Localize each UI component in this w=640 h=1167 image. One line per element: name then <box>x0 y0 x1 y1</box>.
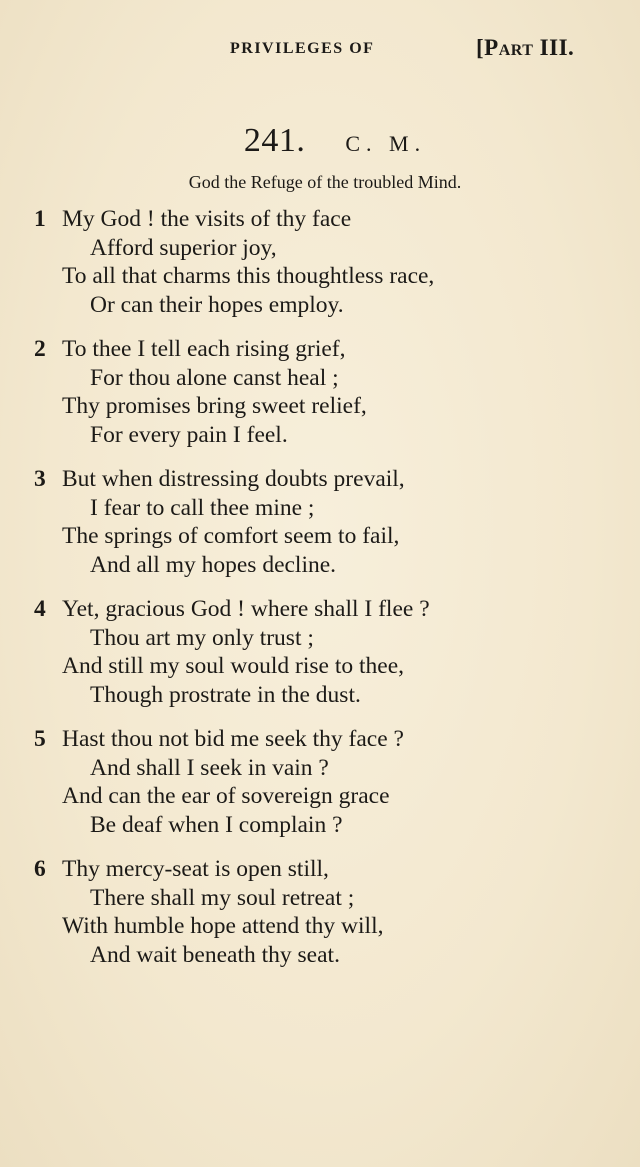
verse-line: Yet, gracious God ! where shall I flee ? <box>62 596 430 622</box>
stanza-number: 6 <box>34 856 46 882</box>
verse-line: Afford superior joy, <box>90 234 277 261</box>
verse-line: To all that charms this thoughtless race, <box>62 263 435 290</box>
verse-line: And wait beneath thy seat. <box>90 941 340 968</box>
verse-line: Thy mercy-seat is open still, <box>62 856 329 882</box>
running-head <box>0 35 640 64</box>
stanza-number: 4 <box>34 596 46 622</box>
verse-line: With humble hope attend thy will, <box>62 913 384 940</box>
stanza-number: 5 <box>34 726 46 752</box>
running-part-label: [Part III. <box>476 35 575 60</box>
verse-line: And still my soul would rise to thee, <box>62 653 405 680</box>
verse-line: My God ! the visits of thy face <box>62 206 352 232</box>
stanza <box>0 595 640 725</box>
verse-line: For thou alone canst heal ; <box>90 364 339 391</box>
verse-line: And can the ear of sovereign grace <box>62 783 390 810</box>
stanza-number: 3 <box>34 466 46 492</box>
stanza <box>0 205 640 335</box>
verse-line: There shall my soul retreat ; <box>90 884 355 911</box>
hymn-meter: C. M. <box>345 131 427 156</box>
verse-line: For every pain I feel. <box>90 421 288 448</box>
hymn-header <box>0 122 640 160</box>
verse-line: Thy promises bring sweet relief, <box>62 393 367 420</box>
hymn-number: 241. <box>243 122 306 159</box>
verse-line: To thee I tell each rising grief, <box>62 336 346 362</box>
verse-line: Or can their hopes employ. <box>90 291 344 318</box>
verse-line: The springs of comfort seem to fail, <box>62 523 400 550</box>
stanza <box>0 335 640 465</box>
stanza-number: 2 <box>34 336 46 362</box>
verse-line: Hast thou not bid me seek thy face ? <box>62 726 404 752</box>
stanza <box>0 855 640 985</box>
stanza-number: 1 <box>34 206 46 232</box>
stanza <box>0 725 640 855</box>
verse-line: Thou art my only trust ; <box>90 624 314 651</box>
stanza <box>0 465 640 595</box>
running-title: PRIVILEGES OF <box>230 40 375 57</box>
verse-line: Though prostrate in the dust. <box>90 681 361 708</box>
verse-line: Be deaf when I complain ? <box>90 811 343 838</box>
hymn-subtitle: God the Refuge of the troubled Mind. <box>188 172 462 192</box>
verse-line: But when distressing doubts prevail, <box>62 466 405 492</box>
stanza-list <box>0 205 640 985</box>
verse-line: And shall I seek in vain ? <box>90 754 329 781</box>
verse-line: I fear to call thee mine ; <box>90 494 315 521</box>
verse-line: And all my hopes decline. <box>90 551 337 578</box>
